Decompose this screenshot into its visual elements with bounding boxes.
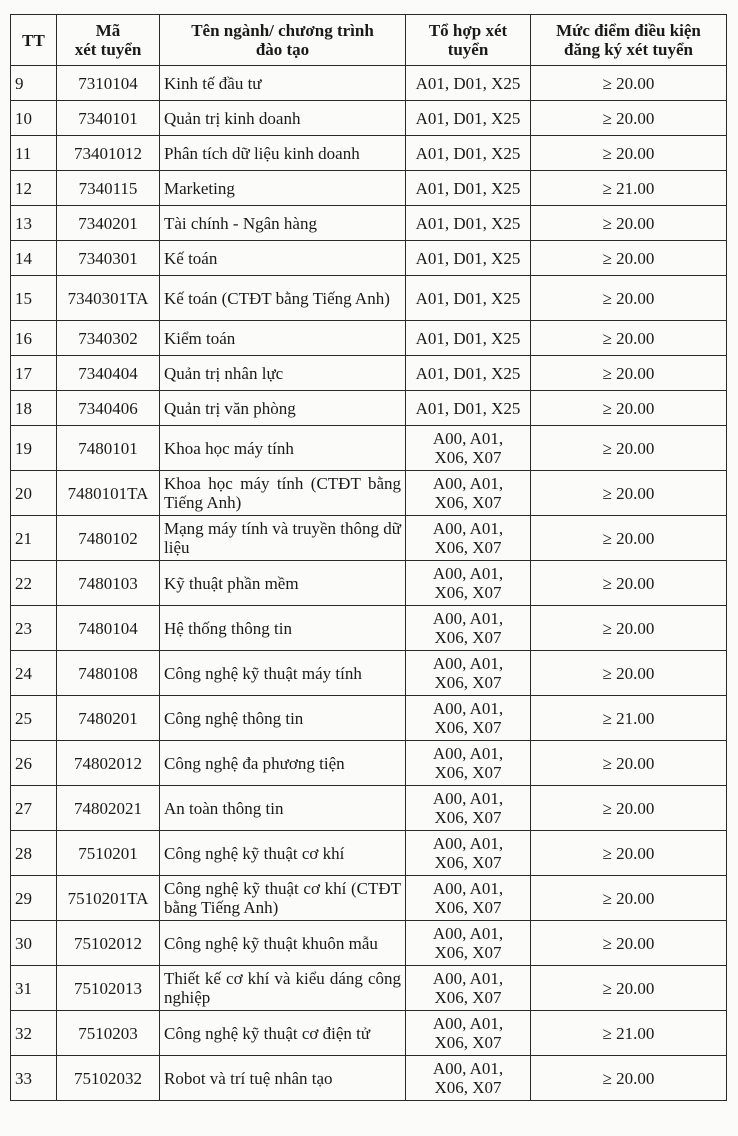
- program-code: 7480103: [57, 561, 160, 606]
- subject-combination: A01, D01, X25: [406, 321, 531, 356]
- minimum-score: ≥ 20.00: [531, 741, 727, 786]
- program-name: Kế toán: [160, 241, 406, 276]
- subject-combination: A00, A01, X06, X07: [406, 471, 531, 516]
- program-name: Kiểm toán: [160, 321, 406, 356]
- table-row: [11, 206, 727, 241]
- subject-combination: A00, A01, X06, X07: [406, 876, 531, 921]
- row-number: 32: [11, 1011, 57, 1056]
- program-name: Khoa học máy tính: [160, 426, 406, 471]
- program-name: Kỹ thuật phần mềm: [160, 561, 406, 606]
- program-code: 7310104: [57, 66, 160, 101]
- program-name: Công nghệ kỹ thuật cơ khí: [160, 831, 406, 876]
- table-row: [11, 426, 727, 471]
- program-code: 7480108: [57, 651, 160, 696]
- program-code: 75102012: [57, 921, 160, 966]
- minimum-score: ≥ 20.00: [531, 101, 727, 136]
- table-row: [11, 696, 727, 741]
- program-code: 7340201: [57, 206, 160, 241]
- row-number: 27: [11, 786, 57, 831]
- minimum-score: ≥ 20.00: [531, 966, 727, 1011]
- subject-combination: A00, A01, X06, X07: [406, 696, 531, 741]
- row-number: 20: [11, 471, 57, 516]
- program-code: 7340302: [57, 321, 160, 356]
- subject-combination: A00, A01, X06, X07: [406, 561, 531, 606]
- program-code: 7340115: [57, 171, 160, 206]
- minimum-score: ≥ 21.00: [531, 696, 727, 741]
- program-name: Quản trị nhân lực: [160, 356, 406, 391]
- subject-combination: A00, A01, X06, X07: [406, 426, 531, 471]
- row-number: 31: [11, 966, 57, 1011]
- admission-table: [10, 14, 727, 1101]
- table-row: [11, 171, 727, 206]
- program-code: 7510201TA: [57, 876, 160, 921]
- table-header-row: [11, 15, 727, 66]
- table-row: [11, 1056, 727, 1101]
- minimum-score: ≥ 20.00: [531, 516, 727, 561]
- minimum-score: ≥ 20.00: [531, 471, 727, 516]
- program-code: 73401012: [57, 136, 160, 171]
- subject-combination: A01, D01, X25: [406, 241, 531, 276]
- program-code: 7480101TA: [57, 471, 160, 516]
- table-row: [11, 136, 727, 171]
- minimum-score: ≥ 20.00: [531, 561, 727, 606]
- table-row: [11, 651, 727, 696]
- minimum-score: ≥ 20.00: [531, 136, 727, 171]
- row-number: 9: [11, 66, 57, 101]
- subject-combination: A00, A01, X06, X07: [406, 741, 531, 786]
- header-combo: Tổ hợp xét tuyển: [406, 15, 531, 66]
- program-name: Hệ thống thông tin: [160, 606, 406, 651]
- row-number: 13: [11, 206, 57, 241]
- table-row: [11, 241, 727, 276]
- minimum-score: ≥ 20.00: [531, 241, 727, 276]
- subject-combination: A01, D01, X25: [406, 276, 531, 321]
- table-row: [11, 786, 727, 831]
- program-name: Quản trị kinh doanh: [160, 101, 406, 136]
- row-number: 33: [11, 1056, 57, 1101]
- minimum-score: ≥ 20.00: [531, 426, 727, 471]
- program-code: 75102032: [57, 1056, 160, 1101]
- table-row: [11, 561, 727, 606]
- header-tt: TT: [11, 15, 57, 66]
- subject-combination: A00, A01, X06, X07: [406, 1056, 531, 1101]
- program-code: 7480201: [57, 696, 160, 741]
- subject-combination: A00, A01, X06, X07: [406, 516, 531, 561]
- program-name: Công nghệ đa phương tiện: [160, 741, 406, 786]
- table-row: [11, 516, 727, 561]
- program-name: Thiết kế cơ khí và kiểu dáng công nghiệp: [160, 966, 406, 1011]
- minimum-score: ≥ 20.00: [531, 321, 727, 356]
- program-name: Công nghệ kỹ thuật cơ điện tử: [160, 1011, 406, 1056]
- header-program: Tên ngành/ chương trình đào tạo: [160, 15, 406, 66]
- table-row: [11, 101, 727, 136]
- table-row: [11, 966, 727, 1011]
- row-number: 22: [11, 561, 57, 606]
- table-row: [11, 356, 727, 391]
- subject-combination: A01, D01, X25: [406, 356, 531, 391]
- row-number: 15: [11, 276, 57, 321]
- program-code: 74802012: [57, 741, 160, 786]
- program-name: Phân tích dữ liệu kinh doanh: [160, 136, 406, 171]
- minimum-score: ≥ 20.00: [531, 921, 727, 966]
- subject-combination: A01, D01, X25: [406, 66, 531, 101]
- minimum-score: ≥ 20.00: [531, 651, 727, 696]
- table-row: [11, 876, 727, 921]
- minimum-score: ≥ 20.00: [531, 206, 727, 241]
- program-code: 75102013: [57, 966, 160, 1011]
- subject-combination: A01, D01, X25: [406, 101, 531, 136]
- program-name: Tài chính - Ngân hàng: [160, 206, 406, 241]
- program-code: 7340301TA: [57, 276, 160, 321]
- minimum-score: ≥ 20.00: [531, 66, 727, 101]
- program-name: Công nghệ kỹ thuật máy tính: [160, 651, 406, 696]
- header-code: Mã xét tuyển: [57, 15, 160, 66]
- subject-combination: A01, D01, X25: [406, 171, 531, 206]
- row-number: 21: [11, 516, 57, 561]
- program-code: 7340406: [57, 391, 160, 426]
- subject-combination: A00, A01, X06, X07: [406, 786, 531, 831]
- minimum-score: ≥ 20.00: [531, 276, 727, 321]
- program-code: 7340301: [57, 241, 160, 276]
- program-name: An toàn thông tin: [160, 786, 406, 831]
- program-name: Mạng máy tính và truyền thông dữ liệu: [160, 516, 406, 561]
- table-row: [11, 921, 727, 966]
- table-row: [11, 471, 727, 516]
- row-number: 17: [11, 356, 57, 391]
- row-number: 29: [11, 876, 57, 921]
- program-code: 74802021: [57, 786, 160, 831]
- table-row: [11, 606, 727, 651]
- table-row: [11, 831, 727, 876]
- row-number: 11: [11, 136, 57, 171]
- program-name: Kế toán (CTĐT bằng Tiếng Anh): [160, 276, 406, 321]
- table-row: [11, 321, 727, 356]
- row-number: 30: [11, 921, 57, 966]
- program-name: Công nghệ kỹ thuật khuôn mẫu: [160, 921, 406, 966]
- program-code: 7480101: [57, 426, 160, 471]
- minimum-score: ≥ 21.00: [531, 1011, 727, 1056]
- subject-combination: A00, A01, X06, X07: [406, 651, 531, 696]
- row-number: 24: [11, 651, 57, 696]
- program-code: 7340404: [57, 356, 160, 391]
- subject-combination: A01, D01, X25: [406, 391, 531, 426]
- subject-combination: A01, D01, X25: [406, 206, 531, 241]
- minimum-score: ≥ 20.00: [531, 831, 727, 876]
- row-number: 23: [11, 606, 57, 651]
- minimum-score: ≥ 20.00: [531, 356, 727, 391]
- minimum-score: ≥ 20.00: [531, 1056, 727, 1101]
- subject-combination: A00, A01, X06, X07: [406, 1011, 531, 1056]
- table-row: [11, 66, 727, 101]
- row-number: 26: [11, 741, 57, 786]
- row-number: 25: [11, 696, 57, 741]
- row-number: 19: [11, 426, 57, 471]
- row-number: 12: [11, 171, 57, 206]
- program-name: Công nghệ thông tin: [160, 696, 406, 741]
- subject-combination: A00, A01, X06, X07: [406, 606, 531, 651]
- program-name: Robot và trí tuệ nhân tạo: [160, 1056, 406, 1101]
- subject-combination: A00, A01, X06, X07: [406, 966, 531, 1011]
- subject-combination: A00, A01, X06, X07: [406, 831, 531, 876]
- minimum-score: ≥ 21.00: [531, 171, 727, 206]
- row-number: 18: [11, 391, 57, 426]
- program-code: 7510203: [57, 1011, 160, 1056]
- minimum-score: ≥ 20.00: [531, 876, 727, 921]
- program-name: Kinh tế đầu tư: [160, 66, 406, 101]
- program-code: 7510201: [57, 831, 160, 876]
- table-row: [11, 391, 727, 426]
- row-number: 14: [11, 241, 57, 276]
- table-row: [11, 741, 727, 786]
- minimum-score: ≥ 20.00: [531, 786, 727, 831]
- minimum-score: ≥ 20.00: [531, 606, 727, 651]
- row-number: 16: [11, 321, 57, 356]
- program-code: 7480102: [57, 516, 160, 561]
- minimum-score: ≥ 20.00: [531, 391, 727, 426]
- subject-combination: A00, A01, X06, X07: [406, 921, 531, 966]
- header-score: Mức điểm điều kiện đăng ký xét tuyển: [531, 15, 727, 66]
- program-code: 7480104: [57, 606, 160, 651]
- row-number: 10: [11, 101, 57, 136]
- row-number: 28: [11, 831, 57, 876]
- program-name: Quản trị văn phòng: [160, 391, 406, 426]
- table-row: [11, 276, 727, 321]
- table-row: [11, 1011, 727, 1056]
- program-name: Khoa học máy tính (CTĐT bằng Tiếng Anh): [160, 471, 406, 516]
- program-name: Công nghệ kỹ thuật cơ khí (CTĐT bằng Tiếng Anh): [160, 876, 406, 921]
- subject-combination: A01, D01, X25: [406, 136, 531, 171]
- program-name: Marketing: [160, 171, 406, 206]
- program-code: 7340101: [57, 101, 160, 136]
